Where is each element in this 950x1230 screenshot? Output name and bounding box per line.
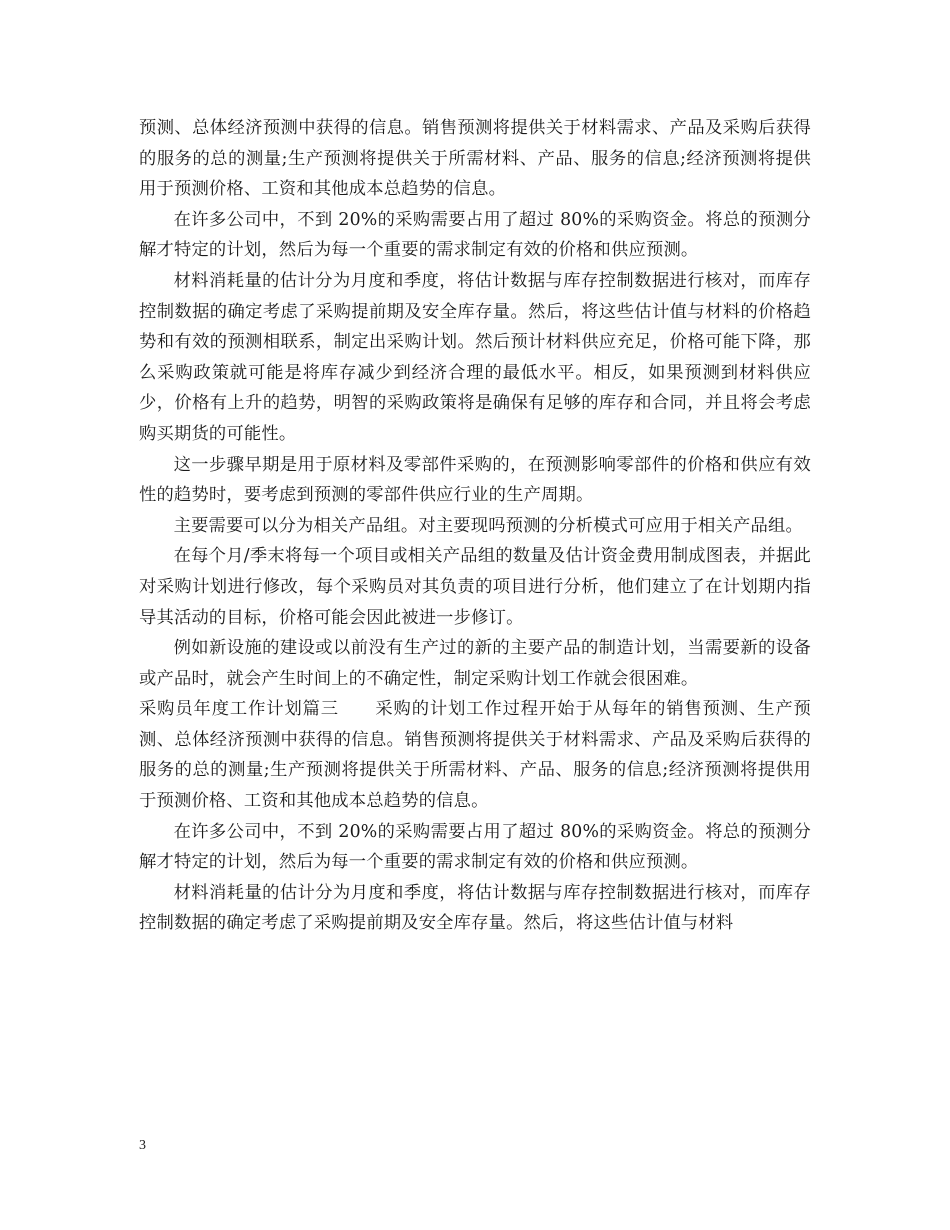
paragraph-continued-forecast-info: 预测、总体经济预测中获得的信息。销售预测将提供关于材料需求、产品及采购后获得的服务的总的测量;生产预测将提供关于所需材料、产品、服务的信息;经济预测将提供用于预测价格、工资和其他成本总趋势的信息。 [139,118,811,200]
paragraph-monthly-quarterly-charts: 在每个月/季末将每一个项目或相关产品组的数量及估计资金费用制成图表，并据此对采购计划进行修改，每个采购员对其负责的项目进行分析，他们建立了在计划期内指导其活动的目标，价格可能会因此被进一步修订。 [139,546,811,628]
paragraph-production-cycle: 这一步骤早期是用于原材料及零部件采购的，在预测影响零部件的价格和供应有效性的趋势时，要考虑到预测的零部件供应行业的生产周期。 [139,454,811,506]
body-text [139,113,811,939]
paragraph-purchasing-funds-ratio-repeat: 在许多公司中，不到 20%的采购需要占用了超过 80%的采购资金。将总的预测分解才特定的计划，然后为每一个重要的需求制定有效的价格和供应预测。 [139,821,811,873]
paragraph-material-consumption-estimate: 材料消耗量的估计分为月度和季度，将估计数据与库存控制数据进行核对，而库存控制数据的确定考虑了采购提前期及安全库存量。然后，将这些估计值与材料的价格趋势和有效的预测相联系，制定出采购计划。然后预计材料供应充足，价格可能下降，那么采购政策就可能是将库存减少到经济合理的最低水平。相反，如果预测到材料供应少，价格有上升的趋势，明智的采购政策将是确保有足够的库存和合同，并且将会考虑购买期货的可能性。 [139,270,811,444]
paragraph-material-consumption-repeat: 材料消耗量的估计分为月度和季度，将估计数据与库存控制数据进行核对，而库存控制数据的确定考虑了采购提前期及安全库存量。然后，将这些估计值与材料 [139,882,811,934]
paragraph-product-groups: 主要需要可以分为相关产品组。对主要现吗预测的分析模式可应用于相关产品组。 [173,515,803,536]
paragraph-section-three-heading: 采购员年度工作计划篇三 采购的计划工作过程开始于从每年的销售预测、生产预测、总体经济预测中获得的信息。销售预测将提供关于材料需求、产品及采购后获得的服务的总的测量;生产预测将提供关于所需材料、产品、服务的信息;经济预测将提供用于预测价格、工资和其他成本总趋势的信息。 [139,699,811,812]
page-number: 3 [139,1138,146,1153]
paragraph-planning-uncertainty: 例如新设施的建设或以前没有生产过的新的主要产品的制造计划，当需要新的设备或产品时，就会产生时间上的不确定性，制定采购计划工作就会很困难。 [139,638,811,689]
paragraph-purchasing-funds-ratio: 在许多公司中，不到 20%的采购需要占用了超过 80%的采购资金。将总的预测分解才特定的计划，然后为每一个重要的需求制定有效的价格和供应预测。 [139,209,811,261]
